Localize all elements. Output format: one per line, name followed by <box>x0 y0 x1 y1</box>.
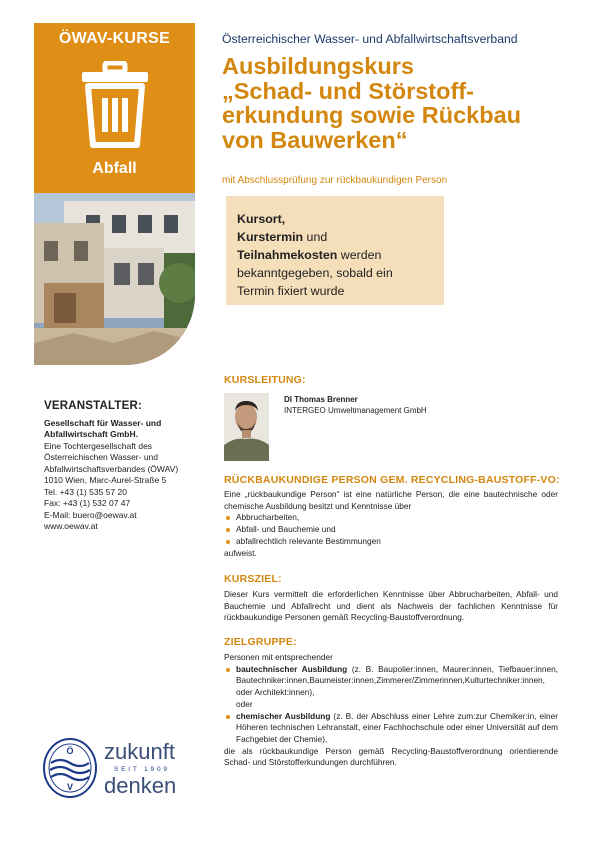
svg-text:V: V <box>66 782 74 792</box>
logo-text <box>104 741 176 797</box>
list-item: chemischer Ausbildung (z. B. der Abschluss einer Lehre zum:zur Chemiker:in, einer Höheren technischen Lehranstalt, einer Fachhochschule oder einer Universität auf dem Fachgebiet der Chemie), <box>224 711 558 746</box>
list-item: bautechnischer Ausbildung (z. B. Baupolier:innen, Maurer:innen, Tiefbauer:innen, Bautechniker:innen,Baumeister:innen,Zimmerer/Zimmerinnen,Kulturtechniker:innen, oder Architekt:innen), <box>224 664 558 699</box>
list-item: abfallrechtlich relevante Bestimmungen <box>224 536 558 548</box>
kursziel-heading: KURSZIEL: <box>224 573 282 585</box>
organizer-fax: Fax: +43 (1) 532 07 47 <box>44 498 131 508</box>
zielgruppe-list <box>224 664 558 699</box>
title-line: erkundung sowie Rückbau <box>222 102 522 128</box>
info-line: Kursort, <box>237 212 286 226</box>
organizer-address: 1010 Wien, Marc-Aurel-Straße 5 <box>44 475 167 485</box>
category-label: Abfall <box>92 160 137 177</box>
kursziel-text: Dieser Kurs vermittelt die erforderlichen Kenntnisse über Abbrucharbeiten, Abfall- und Bauchemie und Abfallrecht und dient als Nachweis der fachlichen Kenntnisse für rückbaukundige Personen gemäß Recycling-Baustoffverordnung. <box>224 589 558 623</box>
organizer-line: Abfallwirtschaftsverbandes (ÖWAV) <box>44 463 179 474</box>
demolition-photo <box>34 193 195 365</box>
zielgruppe-list <box>224 711 558 746</box>
info-line: bekanntgegeben, sobald ein <box>237 266 393 280</box>
rueckbau-outro: aufweist. <box>224 547 257 558</box>
info-line: Termin fixiert wurde <box>237 284 345 298</box>
course-subtitle: mit Abschlussprüfung zur rückbaukundigen Person <box>222 175 448 186</box>
svg-text:Ö: Ö <box>66 746 74 756</box>
organizer-name: Abfallwirtschaft GmbH. <box>44 429 138 439</box>
info-box <box>226 196 444 305</box>
organizer-name: Gesellschaft für Wasser- und <box>44 417 162 428</box>
logo-since: SEIT 1909 <box>114 766 170 773</box>
rueckbau-heading: RÜCKBAUKUNDIGE PERSON GEM. RECYCLING-BAUSTOFF-VO: <box>224 474 560 486</box>
organizer-website-link[interactable]: www.oewav.at <box>44 521 98 531</box>
zielgruppe-section <box>224 652 558 769</box>
organizer-heading: VERANSTALTER: <box>44 400 143 412</box>
title-line: von Bauwerken“ <box>222 126 408 153</box>
list-item: Abbrucharbeiten, <box>224 512 558 524</box>
brand-label: ÖWAV-KURSE <box>58 30 171 47</box>
zielgruppe-outro: die als rückbaukundige Person gemäß Recycling-Baustoffverordnung orientierende Schad- und Störstofferkundungen durchführen. <box>224 745 558 768</box>
list-item: Abfall- und Bauchemie und <box>224 524 558 536</box>
kursleitung-heading: KURSLEITUNG: <box>224 374 306 386</box>
organizer-phone: Tel. +43 (1) 535 57 20 <box>44 486 127 497</box>
info-line: Kurstermin und <box>237 230 328 244</box>
rueckbau-list <box>224 512 558 547</box>
instructor-company: INTERGEO Umweltmanagement GmbH <box>284 406 427 415</box>
organizer-block <box>44 401 202 533</box>
rueckbau-intro: Eine „rückbaukundige Person“ ist eine natürliche Person, die eine bautechnische oder chemische Ausbildung besitzt und Kenntnisse über <box>224 489 558 511</box>
organization-name: Österreichischer Wasser- und Abfallwirtschaftsverband <box>222 32 518 46</box>
logo-text-line: denken <box>104 773 177 798</box>
organizer-email-link[interactable]: E-Mail: buero@oewav.at <box>44 509 137 520</box>
title-line: „Schad- und Störstoff- <box>222 77 474 104</box>
trash-bin-icon <box>80 61 150 149</box>
info-line: Teilnahmekosten werden <box>237 248 382 262</box>
title-line: Ausbildungskurs <box>222 53 414 79</box>
zielgruppe-heading: ZIELGRUPPE: <box>224 636 297 648</box>
zielgruppe-intro: Personen mit entsprechender <box>224 652 333 662</box>
zielgruppe-oder: oder <box>236 698 253 709</box>
instructor-name: DI Thomas Brenner <box>284 395 358 404</box>
oewav-logo <box>42 737 98 799</box>
logo-text-line: zukunft <box>104 739 175 764</box>
organizer-line: Eine Tochtergesellschaft des <box>44 440 153 451</box>
category-panel <box>34 23 195 193</box>
organizer-line: Österreichischen Wasser- und <box>44 452 159 462</box>
rueckbau-section <box>224 489 558 559</box>
course-title <box>222 54 521 152</box>
instructor-photo <box>224 393 269 461</box>
